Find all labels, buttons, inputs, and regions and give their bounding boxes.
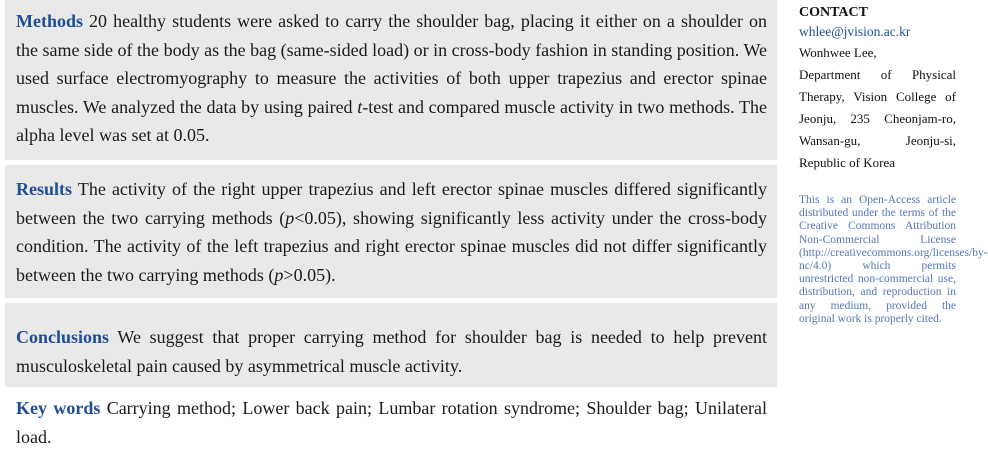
results-text-3: >0.05). (283, 264, 336, 285)
methods-text: 20 healthy students were asked to carry the shoulder bag, placing it either on a shoulder on the same side of the body as the bag (same-sided load) or in cross-body fashion in standing position. We used surface electromyography to measure the activities of both upper trapezius and erector spinae muscles. We analyzed the data by using paired (16, 11, 767, 117)
methods-text-2: -test and compared muscle activity in two methods. The alpha level was set at 0.05. (16, 96, 767, 145)
contact-name: Wonhwee Lee, (799, 45, 877, 60)
p-value-italic-2: p (274, 264, 284, 285)
results-heading: Results (16, 179, 73, 199)
p-value-italic-1: p (285, 207, 295, 228)
sidebar (799, 4, 988, 326)
methods-section (5, 0, 777, 160)
abstract (5, 0, 777, 462)
methods-heading: Methods (16, 11, 83, 31)
keywords-section (5, 392, 777, 457)
results-text-2: <0.05), showing significantly less activity under the cross-body condition. The activity of the left trapezius and right erector spinae muscles did not differ significantly between the two carrying methods ( (16, 207, 767, 285)
keywords-heading: Key words (16, 398, 101, 418)
contact-title: CONTACT (799, 5, 868, 20)
keywords-text: Carrying method; Lower back pain; Lumbar rotation syndrome; Shoulder bag; Unilateral load. (16, 398, 767, 447)
contact-address: Department of Physical Therapy, Vision College of Jeonju, 235 Cheonjam-ro, Wansan-gu, Jeonju-si, Republic of Korea (799, 67, 956, 170)
results-section (5, 165, 777, 298)
results-text: The activity of the right upper trapezius and left erector spinae muscles differed significantly between the two carrying methods ( (16, 179, 767, 228)
license-notice: This is an Open-Access article distributed under the terms of the Creative Commons Attribution Non-Commercial License (http://creativecommons.org/licenses/by-nc/4.0) which permits unrestricted non-commercial use, distribution, and reproduction in any medium, provided the original work is properly cited. (799, 194, 988, 325)
conclusions-text: We suggest that proper carrying method for shoulder bag is needed to help prevent musculoskeletal pain caused by asymmetrical muscle activity. (16, 327, 767, 376)
contact-email-link[interactable]: whlee@jvision.ac.kr (799, 24, 911, 39)
t-test-italic: t (357, 96, 363, 117)
conclusions-heading: Conclusions (16, 327, 110, 347)
conclusions-section (5, 303, 777, 387)
